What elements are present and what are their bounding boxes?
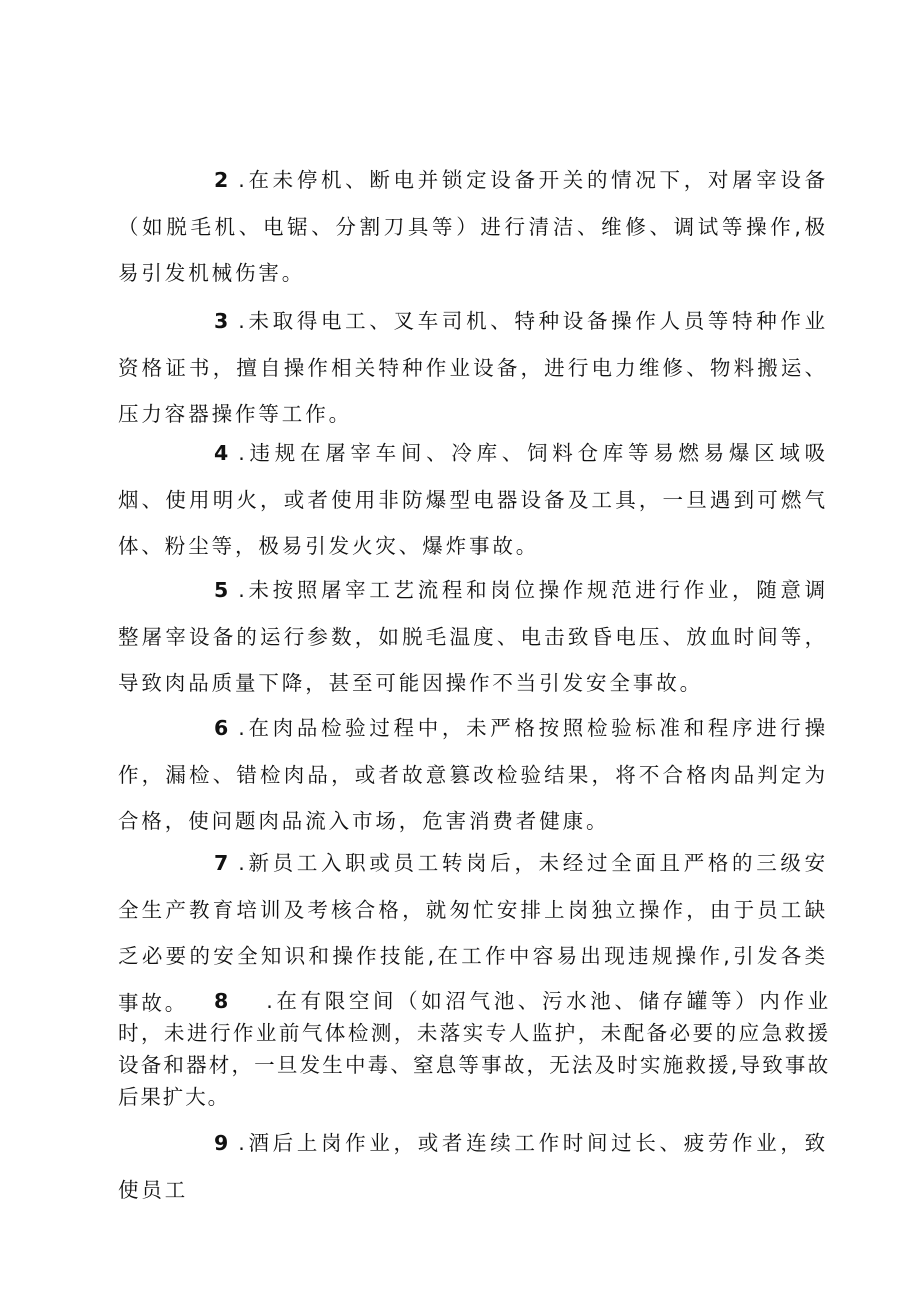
item-text: .未按照屠宰工艺流程和岗位操作规范进行作业，随意调整屠宰设备的运行参数，如脱毛温度、电击致昏电压、放血时间等，导致肉品质量下降，甚至可能因操作不当引发安全事故。 — [118, 578, 828, 695]
item-text: .在未停机、断电并锁定设备开关的情况下，对屠宰设备（如脱毛机、电锯、分割刀具等）进行清洁、维修、调试等操作,极易引发机械伤害。 — [118, 168, 828, 285]
item-text: .未取得电工、叉车司机、特种设备操作人员等特种作业资格证书，擅自操作相关特种作业设备，进行电力维修、物料搬运、压力容器操作等工作。 — [118, 309, 828, 426]
paragraph-item-8 — [118, 985, 830, 1113]
item-number: 8 — [214, 989, 229, 1013]
item-number: 7 — [214, 851, 229, 875]
item-number: 3 — [214, 309, 229, 333]
paragraph-item-2 — [118, 157, 828, 297]
item-text: .违规在屠宰车间、冷库、饲料仓库等易燃易爆区域吸烟、使用明火，或者使用非防爆型电器设备及工具，一旦遇到可燃气体、粉尘等，极易引发火灾、爆炸事故。 — [118, 441, 828, 558]
item-text: .酒后上岗作业，或者连续工作时间过长、疲劳作业，致使员工 — [118, 1131, 828, 1202]
paragraph-item-5 — [118, 567, 828, 707]
paragraph-item-3 — [118, 298, 828, 438]
item-number: 5 — [214, 578, 229, 602]
paragraph-item-6 — [118, 705, 828, 845]
item-number: 9 — [214, 1131, 229, 1155]
item-number: 4 — [214, 441, 229, 465]
paragraph-item-9 — [118, 1120, 828, 1213]
paragraph-item-4 — [118, 430, 828, 570]
item-number: 6 — [214, 716, 229, 740]
item-text: .在肉品检验过程中，未严格按照检验标准和程序进行操作，漏检、错检肉品，或者故意篡改检验结果，将不合格肉品判定为合格，使问题肉品流入市场，危害消费者健康。 — [118, 716, 828, 833]
item-number: 2 — [214, 168, 229, 192]
item-text: .在有限空间（如沼气池、污水池、储存罐等）内作业时，未进行作业前气体检测，未落实专人监护，未配备必要的应急救援设备和器材，一旦发生中毒、窒息等事故，无法及时实施救援,导致事故后果扩大。 — [118, 989, 830, 1109]
item-text: .新员工入职或员工转岗后，未经过全面且严格的三级安全生产教育培训及考核合格，就匆忙安排上岗独立操作，由于员工缺乏必要的安全知识和操作技能,在工作中容易出现违规操作,引发各类事故。 — [118, 851, 828, 1015]
